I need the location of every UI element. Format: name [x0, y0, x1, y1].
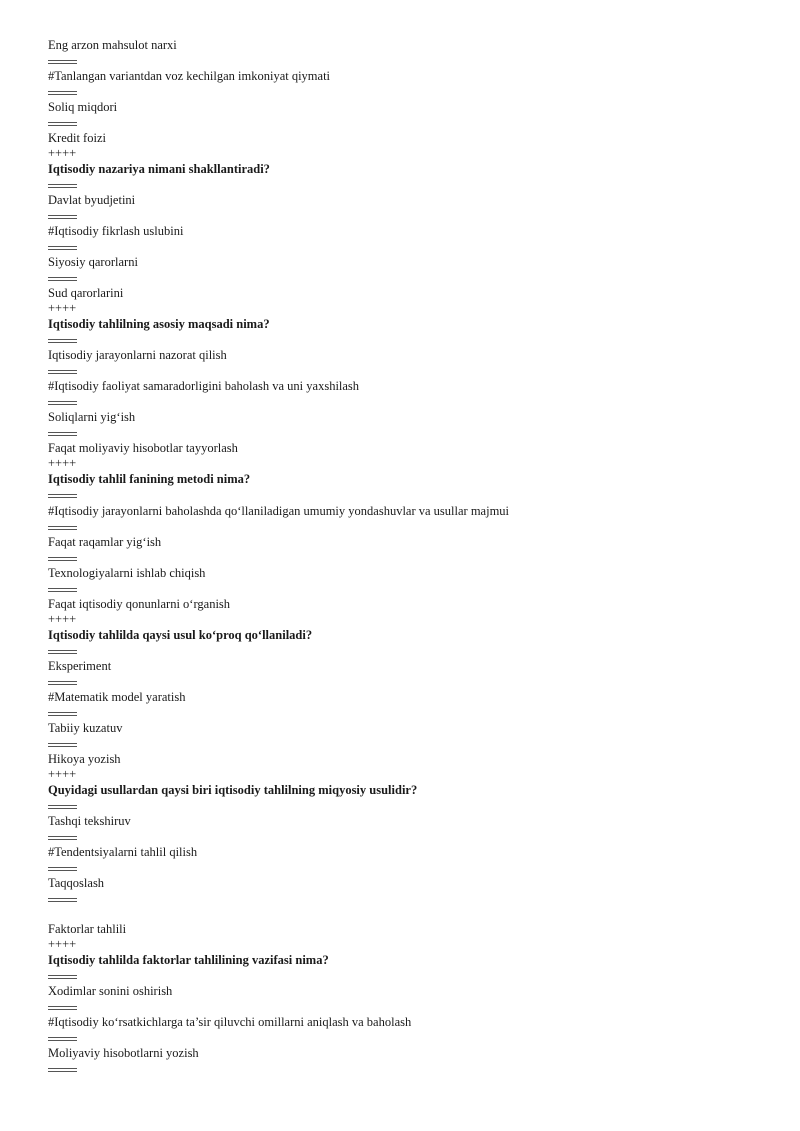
separator	[48, 494, 77, 499]
answer-option: Moliyaviy hisobotlarni yozish	[48, 1046, 199, 1060]
separator	[48, 650, 77, 655]
separator	[48, 277, 77, 282]
question-delimiter: ++++	[48, 456, 77, 470]
separator	[48, 370, 77, 375]
separator	[48, 401, 77, 406]
answer-option-correct: #Matematik model yaratish	[48, 690, 186, 704]
answer-option: Eng arzon mahsulot narxi	[48, 38, 177, 52]
answer-option-correct: #Tanlangan variantdan voz kechilgan imkoniyat qiymati	[48, 69, 331, 83]
separator	[48, 805, 77, 810]
question-text: Iqtisodiy tahlilda qaysi usul ko‘proq qo‘llaniladi?	[48, 628, 313, 642]
question-delimiter: ++++	[48, 301, 77, 315]
answer-option-correct: #Tendentsiyalarni tahlil qilish	[48, 845, 198, 859]
answer-option-correct: #Iqtisodiy jarayonlarni baholashda qo‘llaniladigan umumiy yondashuvlar va usullar majmui	[48, 504, 510, 518]
answer-option: Soliq miqdori	[48, 100, 118, 114]
separator	[48, 1037, 77, 1042]
separator	[48, 557, 77, 562]
answer-option: Xodimlar sonini oshirish	[48, 984, 173, 998]
separator	[48, 681, 77, 686]
question-delimiter: ++++	[48, 937, 77, 951]
question-delimiter: ++++	[48, 146, 77, 160]
separator	[48, 743, 77, 748]
answer-option: Siyosiy qarorlarni	[48, 255, 138, 269]
answer-option: Hikoya yozish	[48, 752, 121, 766]
separator	[48, 836, 77, 841]
separator	[48, 246, 77, 251]
separator	[48, 339, 77, 344]
answer-option: Faqat raqamlar yig‘ish	[48, 535, 162, 549]
separator	[48, 122, 77, 127]
answer-option-correct: #Iqtisodiy fikrlash uslubini	[48, 224, 184, 238]
question-text: Iqtisodiy tahlil fanining metodi nima?	[48, 472, 251, 486]
separator	[48, 60, 77, 65]
question-text: Iqtisodiy tahlilda faktorlar tahlilining vazifasi nima?	[48, 953, 329, 967]
question-delimiter: ++++	[48, 767, 77, 781]
question-text: Iqtisodiy tahlilning asosiy maqsadi nima?	[48, 317, 270, 331]
question-text: Quyidagi usullardan qaysi biri iqtisodiy tahlilning miqyosiy usulidir?	[48, 783, 418, 797]
answer-option: Sud qarorlarini	[48, 286, 124, 300]
separator	[48, 1068, 77, 1073]
answer-option: Iqtisodiy jarayonlarni nazorat qilish	[48, 348, 227, 362]
separator	[48, 712, 77, 717]
separator	[48, 184, 77, 189]
separator	[48, 526, 77, 531]
separator	[48, 432, 77, 437]
separator	[48, 91, 77, 96]
answer-option: Kredit foizi	[48, 131, 106, 145]
answer-option: Tashqi tekshiruv	[48, 814, 131, 828]
answer-option-correct: #Iqtisodiy ko‘rsatkichlarga ta’sir qiluvchi omillarni aniqlash va baholash	[48, 1015, 412, 1029]
answer-option: Faqat moliyaviy hisobotlar tayyorlash	[48, 441, 238, 455]
question-delimiter: ++++	[48, 612, 77, 626]
separator	[48, 1006, 77, 1011]
answer-option: Eksperiment	[48, 659, 112, 673]
answer-option: Taqqoslash	[48, 876, 105, 890]
answer-option: Soliqlarni yig‘ish	[48, 410, 136, 424]
answer-option: Texnologiyalarni ishlab chiqish	[48, 566, 206, 580]
answer-option: Faktorlar tahlili	[48, 922, 127, 936]
separator	[48, 588, 77, 593]
separator	[48, 867, 77, 872]
answer-option: Davlat byudjetini	[48, 193, 136, 207]
answer-option-correct: #Iqtisodiy faoliyat samaradorligini baholash va uni yaxshilash	[48, 379, 360, 393]
separator	[48, 215, 77, 220]
answer-option: Tabiiy kuzatuv	[48, 721, 123, 735]
separator	[48, 975, 77, 980]
question-text: Iqtisodiy nazariya nimani shakllantiradi?	[48, 162, 270, 176]
separator	[48, 898, 77, 903]
answer-option: Faqat iqtisodiy qonunlarni o‘rganish	[48, 597, 231, 611]
